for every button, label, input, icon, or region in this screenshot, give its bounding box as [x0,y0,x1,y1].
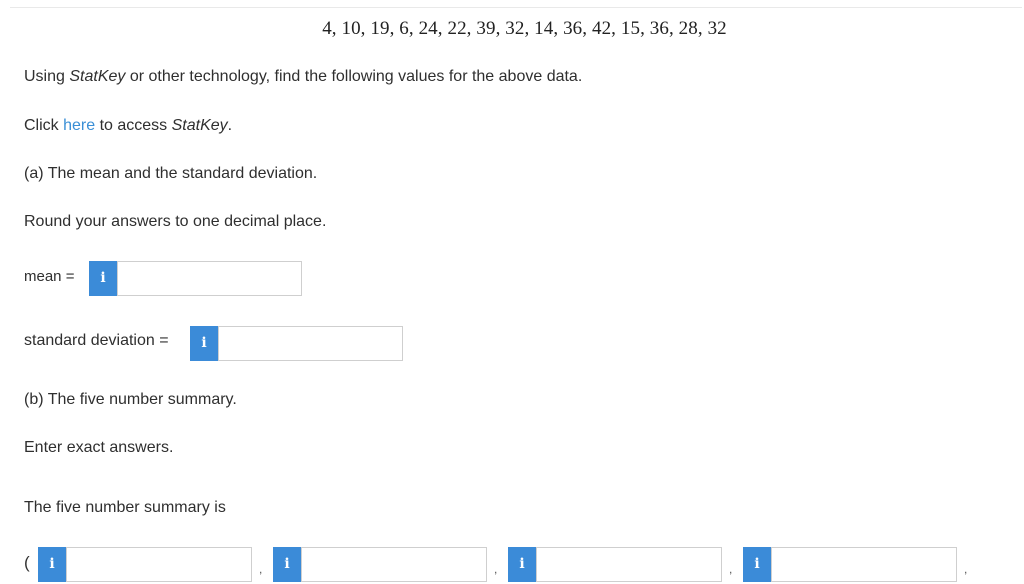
click-middle: to access [95,117,172,134]
top-divider [10,7,1022,8]
separator-3: , [729,562,733,576]
separator-1: , [259,562,263,576]
median-input[interactable] [536,547,722,582]
click-tool: StatKey [171,117,228,134]
click-prefix: Click [24,117,64,134]
instruction-suffix: or other technology, find the following values for the above data. [125,68,583,85]
sd-label: standard deviation = [24,332,169,349]
separator-2: , [494,562,498,576]
sd-info-icon[interactable]: i [190,326,218,361]
click-text [24,117,232,135]
mean-input[interactable] [117,261,302,296]
instruction-tool: StatKey [69,68,126,85]
q1-input[interactable] [301,547,487,582]
open-paren: ( [24,553,30,572]
q3-input[interactable] [771,547,957,582]
instruction-prefix: Using [24,68,70,85]
mean-info-icon[interactable]: i [89,261,117,296]
part-b-heading: (b) The five number summary. [24,391,237,408]
min-input[interactable] [66,547,252,582]
instruction-text [24,68,582,86]
round-note: Round your answers to one decimal place. [24,213,327,230]
exact-note: Enter exact answers. [24,439,174,456]
q1-info-icon[interactable]: i [273,547,301,582]
median-info-icon[interactable]: i [508,547,536,582]
min-info-icon[interactable]: i [38,547,66,582]
separator-4: , [964,562,968,576]
mean-label: mean = [24,268,75,285]
click-end: . [227,117,233,134]
statkey-link[interactable]: here [63,117,96,134]
q3-info-icon[interactable]: i [743,547,771,582]
summary-label: The five number summary is [24,499,226,516]
data-values: 4, 10, 19, 6, 24, 22, 39, 32, 14, 36, 42, 15, 36, 28, 32 [322,18,727,39]
part-a-heading: (a) The mean and the standard deviation. [24,165,318,182]
sd-input[interactable] [218,326,403,361]
